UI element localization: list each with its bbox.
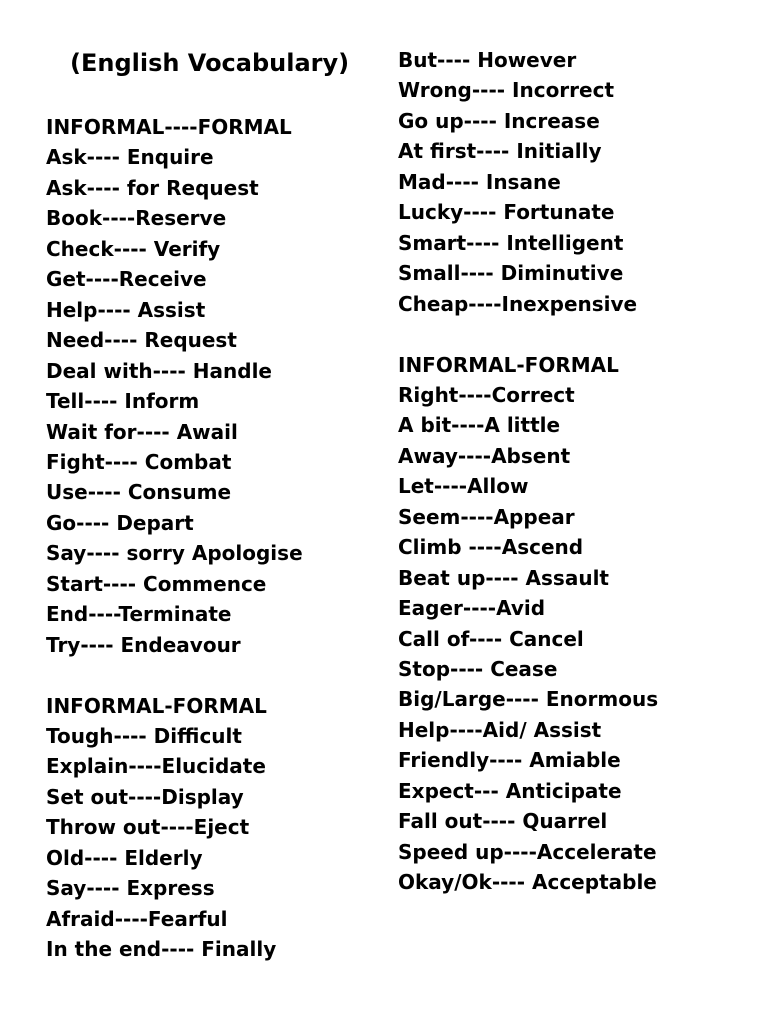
vocab-line: Say---- Express bbox=[46, 876, 215, 901]
vocab-line: At first---- Initially bbox=[398, 139, 602, 164]
vocab-line: Go up---- Increase bbox=[398, 108, 600, 133]
page-title: (English Vocabulary) bbox=[70, 49, 350, 77]
vocab-line: Explain----Elucidate bbox=[46, 754, 266, 779]
vocab-line: Let----Allow bbox=[398, 474, 529, 499]
vocab-line: Deal with---- Handle bbox=[46, 358, 272, 383]
vocab-line: Ask---- for Request bbox=[46, 175, 259, 200]
vocab-line: Right----Correct bbox=[398, 382, 575, 407]
vocab-line: Small---- Diminutive bbox=[398, 261, 624, 286]
vocab-line: Lucky---- Fortunate bbox=[398, 200, 615, 225]
vocab-line: Help---- Assist bbox=[46, 297, 206, 322]
vocab-line: But---- However bbox=[398, 48, 577, 72]
section-header: INFORMAL-FORMAL bbox=[398, 352, 619, 377]
vocab-line: Get----Receive bbox=[46, 267, 207, 292]
vocab-line: Beat up---- Assault bbox=[398, 565, 609, 590]
vocab-line: Ask---- Enquire bbox=[46, 145, 214, 170]
vocab-line: Try---- Endeavour bbox=[46, 632, 241, 657]
vocab-line: Call of---- Cancel bbox=[398, 626, 584, 651]
vocab-line: Afraid----Fearful bbox=[46, 906, 228, 931]
section-header: INFORMAL----FORMAL bbox=[46, 115, 292, 139]
vocab-line: Need---- Request bbox=[46, 328, 237, 353]
section-header: INFORMAL-FORMAL bbox=[46, 693, 267, 718]
vocab-line: Go---- Depart bbox=[46, 510, 194, 535]
vocab-line: Stop---- Cease bbox=[398, 657, 558, 681]
vocab-line: Cheap----Inexpensive bbox=[398, 291, 638, 316]
vocab-line: Expect--- Anticipate bbox=[398, 778, 622, 803]
vocab-line: Wait for---- Awail bbox=[46, 419, 238, 444]
vocab-line: Mad---- Insane bbox=[398, 169, 561, 194]
vocab-line: Speed up----Accelerate bbox=[398, 839, 657, 864]
vocab-line: Start---- Commence bbox=[46, 571, 267, 596]
vocab-line: Check---- Verify bbox=[46, 236, 221, 261]
vocab-line: Say---- sorry Apologise bbox=[46, 541, 303, 566]
vocab-line: Fight---- Combat bbox=[46, 449, 232, 474]
vocab-line: Climb ----Ascend bbox=[398, 535, 584, 560]
vocab-line: Big/Large---- Enormous bbox=[398, 687, 659, 712]
vocab-line: Use---- Consume bbox=[46, 480, 232, 505]
vocab-line: A bit----A little bbox=[398, 413, 561, 438]
vocab-line: Seem----Appear bbox=[398, 504, 575, 529]
vocab-line: Friendly---- Amiable bbox=[398, 748, 621, 773]
vocab-line: Help----Aid/ Assist bbox=[398, 717, 602, 742]
vocab-line: Smart---- Intelligent bbox=[398, 230, 624, 255]
vocab-line: Away----Absent bbox=[398, 443, 571, 468]
vocab-line: Throw out----Eject bbox=[46, 815, 250, 840]
vocab-line: Book----Reserve bbox=[46, 206, 227, 231]
vocab-line: Old---- Elderly bbox=[46, 845, 203, 870]
vocab-line: End----Terminate bbox=[46, 602, 232, 627]
vocab-line: In the end---- Finally bbox=[46, 937, 277, 962]
vocab-line: Tell---- Inform bbox=[46, 389, 200, 414]
vocab-line: Set out----Display bbox=[46, 784, 244, 809]
vocab-line: Eager----Avid bbox=[398, 596, 546, 621]
vocab-line: Fall out---- Quarrel bbox=[398, 809, 608, 834]
vocab-line: Wrong---- Incorrect bbox=[398, 78, 615, 103]
vocab-line: Tough---- Difficult bbox=[46, 724, 242, 748]
vocab-line: Okay/Ok---- Acceptable bbox=[398, 870, 657, 895]
